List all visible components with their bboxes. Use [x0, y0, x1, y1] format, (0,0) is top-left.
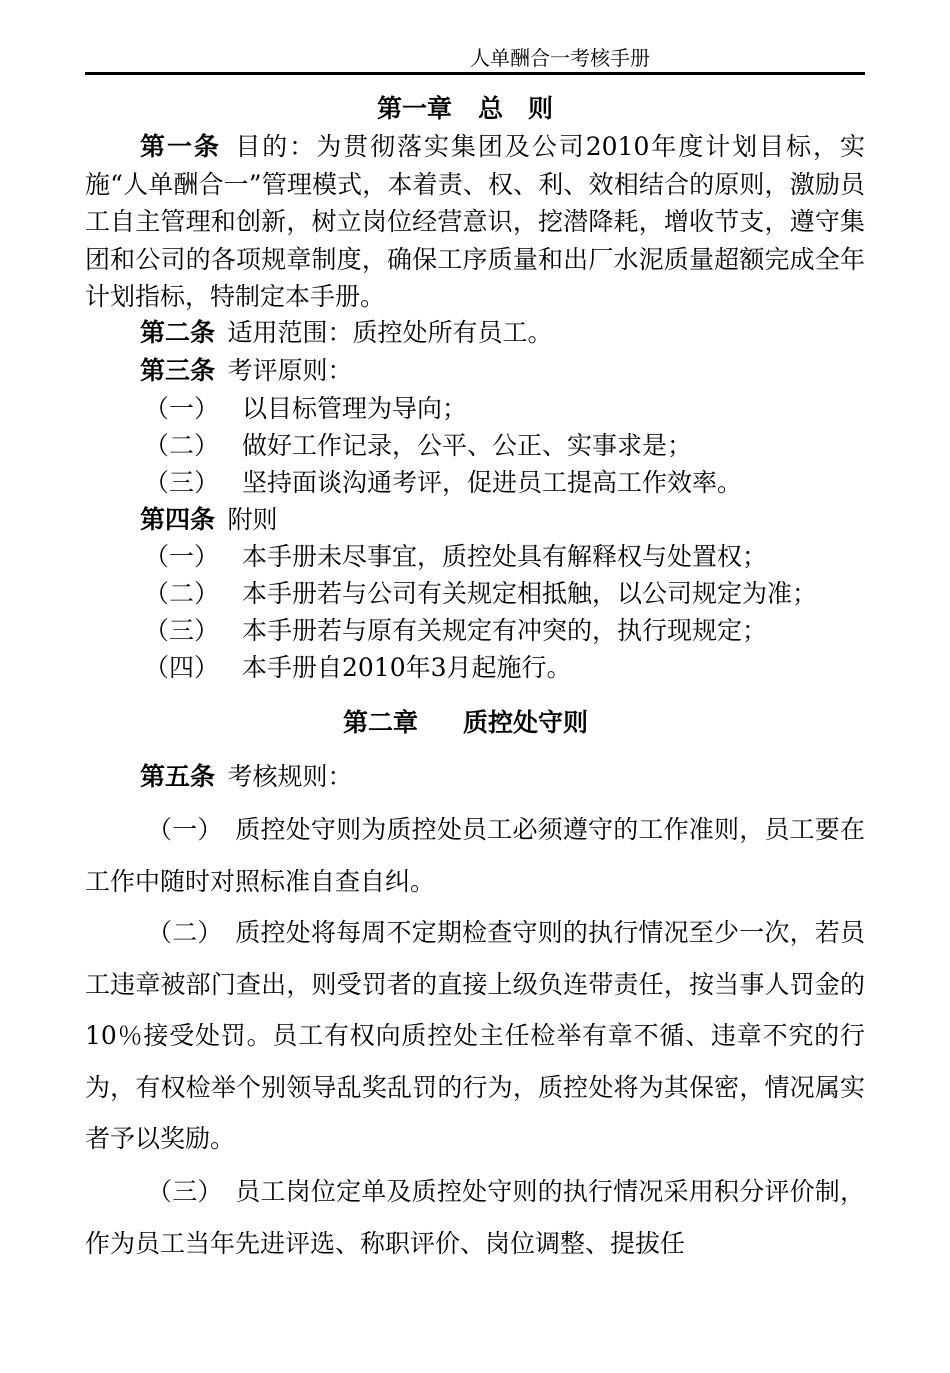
article-3 [140, 354, 353, 388]
article-4-item [144, 614, 767, 648]
item-text: 本手册若与原有关规定有冲突的，执行现规定； [242, 616, 768, 645]
article-4-text: 附则 [227, 505, 278, 534]
item-number: （二） [144, 579, 220, 608]
article-5-item [85, 804, 865, 907]
article-4-item [144, 577, 817, 611]
item-text: 质控处将每周不定期检查守则的执行情况至少一次，若员工违章被部门查出，则受罚者的直接上级负连带责任，按当事人罚金的10％接受处罚。员工有权向质控处主任检举有章不循、违章不究的行为，有权检举个别领导乱奖乱罚的行为，质控处将为其保密，情况属实者予以奖励。 [85, 918, 865, 1153]
article-5 [140, 760, 353, 794]
article-5-item [85, 1166, 865, 1269]
article-5-label: 第五条 [140, 762, 216, 791]
item-number: （二） [147, 918, 223, 947]
item-text: 本手册未尽事宜，质控处具有解释权与处置权； [242, 542, 768, 571]
chapter-1-heading [377, 94, 553, 124]
article-5-text: 考核规则： [227, 762, 353, 791]
item-number: （三） [144, 616, 220, 645]
article-3-text: 考评原则： [227, 356, 353, 385]
article-3-item [144, 466, 742, 500]
item-text: 本手册自2010年3月起施行。 [242, 653, 572, 682]
article-2-label: 第二条 [140, 318, 216, 347]
item-number: （一） [147, 815, 223, 844]
article-2 [140, 316, 553, 350]
header-title: 人单酬合一考核手册 [470, 46, 650, 70]
article-4-label: 第四条 [140, 505, 216, 534]
article-1 [85, 128, 865, 316]
item-text: 员工岗位定单及质控处守则的执行情况采用积分评价制，作为员工当年先进评选、称职评价、岗位调整、提拔任 [85, 1177, 865, 1258]
item-number: （一） [144, 542, 220, 571]
article-3-label: 第三条 [140, 356, 216, 385]
item-number: （三） [144, 468, 220, 497]
item-number: （二） [144, 431, 220, 460]
article-3-item [144, 429, 692, 463]
item-number: （一） [144, 394, 220, 423]
item-text: 以目标管理为导向； [242, 394, 468, 423]
item-text: 本手册若与公司有关规定相抵触，以公司规定为准； [242, 579, 818, 608]
article-2-text: 适用范围：质控处所有员工。 [227, 318, 553, 347]
item-number: （三） [147, 1177, 223, 1206]
article-3-item [144, 392, 467, 426]
item-text: 质控处守则为质控处员工必须遵守的工作准则，员工要在工作中随时对照标准自查自纠。 [85, 815, 865, 896]
article-4 [140, 503, 278, 537]
article-1-label: 第一条 [140, 132, 221, 161]
article-5-item [85, 907, 865, 1165]
chapter-2-label: 第二章 [343, 708, 419, 737]
chapter-2-name: 质控处守则 [463, 708, 589, 737]
item-text: 做好工作记录，公平、公正、实事求是； [242, 431, 693, 460]
article-4-item [144, 540, 767, 574]
header-divider [85, 72, 865, 75]
chapter-2-heading [343, 708, 588, 738]
article-1-text: 目的：为贯彻落实集团及公司2010年度计划目标，实施“人单酬合一”管理模式，本着责、权、利、效相结合的原则，激励员工自主管理和创新，树立岗位经营意识，挖潜降耗，增收节支，遵守集团和公司的各项规章制度，确保工序质量和出厂水泥质量超额完成全年计划指标，特制定本手册。 [85, 132, 865, 311]
item-number: （四） [144, 653, 220, 682]
article-4-item [144, 651, 572, 685]
item-text: 坚持面谈沟通考评，促进员工提高工作效率。 [242, 468, 743, 497]
chapter-1-name: 总 则 [478, 94, 554, 123]
chapter-1-label: 第一章 [377, 94, 453, 123]
